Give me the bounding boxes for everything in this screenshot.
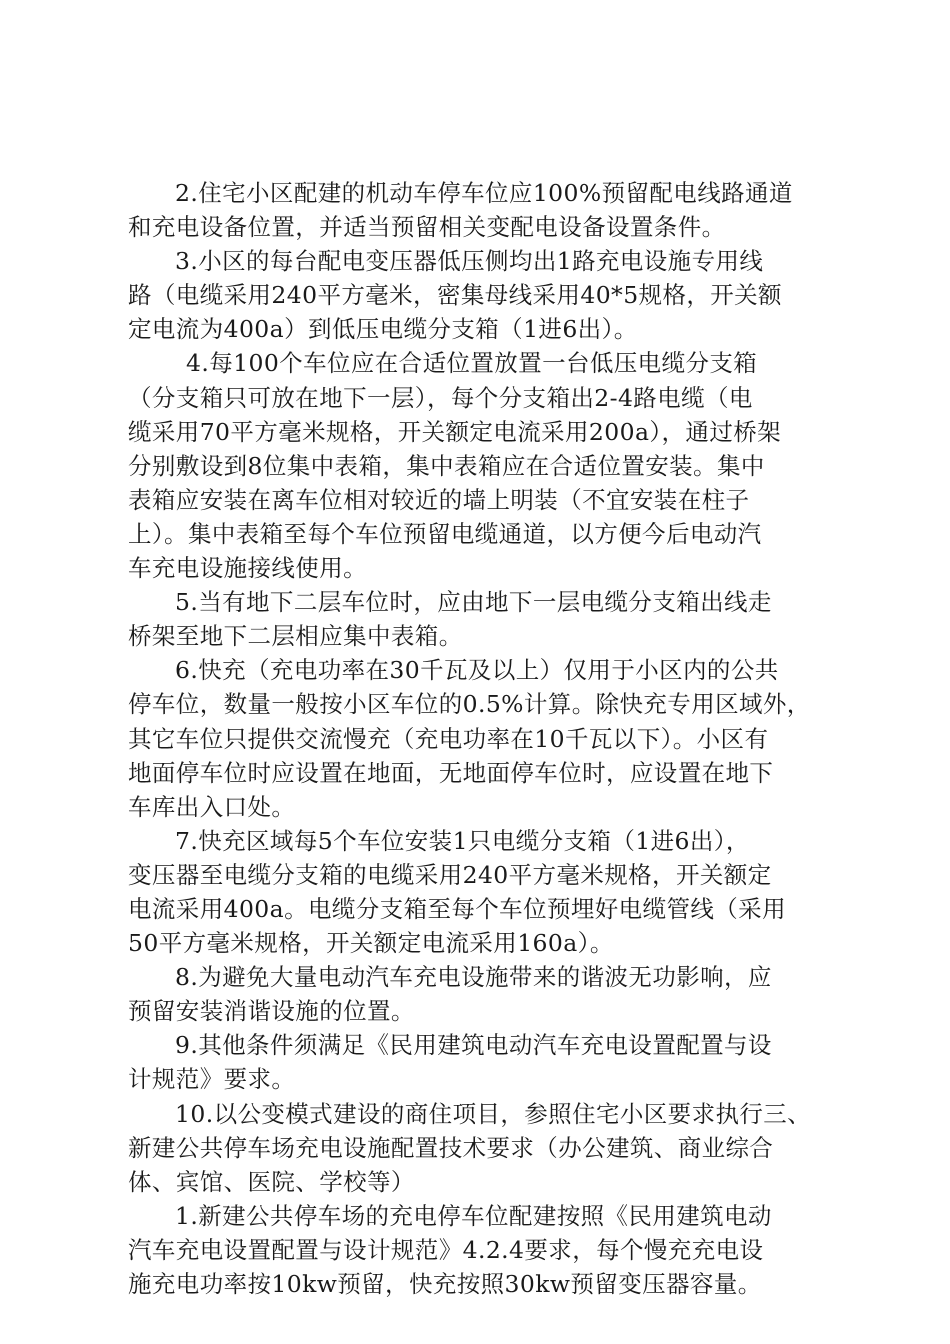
paragraph-line: 缆采用70平方毫米规格，开关额定电流采用200a），通过桥架: [128, 417, 782, 446]
paragraph-line: 电流采用400a。电缆分支箱至每个车位预埋好电缆管线（采用: [128, 894, 786, 923]
document-body: [128, 176, 838, 1301]
paragraph-line: 预留安装消谐设施的位置。: [128, 997, 415, 1026]
paragraph-line: 10.以公变模式建设的商住项目，参照住宅小区要求执行三、: [175, 1099, 812, 1128]
paragraph-line: 停车位，数量一般按小区车位的0.5%计算。除快充专用区域外，: [128, 690, 811, 719]
paragraph-line: 桥架至地下二层相应集中表箱。: [128, 622, 463, 651]
paragraph-line: 和充电设备位置，并适当预留相关变配电设备设置条件。: [128, 213, 726, 242]
paragraph-line: 2.住宅小区配建的机动车停车位应100%预留配电线路通道: [175, 179, 793, 207]
paragraph-line: 50平方毫米规格，开关额定电流采用160a）。: [128, 929, 614, 958]
paragraph-line: 7.快充区域每5个车位安装1只电缆分支箱（1进6出），: [175, 826, 750, 855]
paragraph-line: 上）。集中表箱至每个车位预留电缆通道，以方便今后电动汽: [128, 519, 762, 548]
paragraph-line: 地面停车位时应设置在地面，无地面停车位时，应设置在地下: [128, 758, 774, 787]
paragraph-line: 路（电缆采用240平方毫米，密集母线采用40*5规格，开关额: [128, 281, 782, 310]
paragraph-line: 4.每100个车位应在合适位置放置一台低压电缆分支箱: [186, 349, 758, 378]
paragraph-line: 施充电功率按10kw预留，快充按照30kw预留变压器容量。: [128, 1270, 762, 1298]
paragraph-line: 分别敷设到8位集中表箱，集中表箱应在合适位置安装。集中: [128, 451, 765, 480]
paragraph-line: 体、宾馆、医院、学校等）: [128, 1167, 415, 1196]
paragraph-line: 车充电设施接线使用。: [128, 554, 367, 583]
paragraph-line: 其它车位只提供交流慢充（充电功率在10千瓦以下）。小区有: [128, 724, 769, 753]
paragraph-line: 计规范》要求。: [128, 1065, 296, 1094]
paragraph-line: 汽车充电设置配置与设计规范》4.2.4要求，每个慢充充电设: [128, 1235, 764, 1264]
paragraph-line: 9.其他条件须满足《民用建筑电动汽车充电设置配置与设: [175, 1031, 772, 1060]
paragraph-line: 8.为避免大量电动汽车充电设施带来的谐波无功影响，应: [175, 963, 772, 992]
paragraph-line: 6.快充（充电功率在30千瓦及以上）仅用于小区内的公共: [175, 656, 779, 685]
paragraph-line: 车库出入口处。: [128, 792, 296, 821]
paragraph-line: （分支箱只可放在地下一层），每个分支箱出2-4路电缆（电: [128, 383, 753, 412]
paragraph-line: 5.当有地下二层车位时，应由地下一层电缆分支箱出线走: [175, 588, 772, 617]
paragraph-line: 表箱应安装在离车位相对较近的墙上明装（不宜安装在柱子: [128, 485, 750, 514]
paragraph-line: 新建公共停车场充电设施配置技术要求（办公建筑、商业综合: [128, 1133, 774, 1162]
paragraph-line: 定电流为400a）到低压电缆分支箱（1进6出）。: [128, 315, 638, 344]
paragraph-line: 3.小区的每台配电变压器低压侧均出1路充电设施专用线: [175, 247, 764, 276]
paragraph-line: 1.新建公共停车场的充电停车位配建按照《民用建筑电动: [175, 1201, 772, 1230]
paragraph-line: 变压器至电缆分支箱的电缆采用240平方毫米规格，开关额定: [128, 860, 772, 889]
